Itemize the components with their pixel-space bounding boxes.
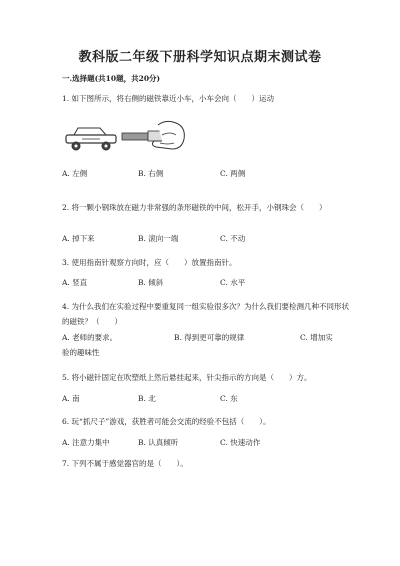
q1-option-a[interactable]: A. 左侧 bbox=[62, 169, 88, 178]
question-2: 2. 将一颗小钢珠放在磁力非常强的条形磁铁的中间，松开手，小钢珠会（ ） bbox=[62, 203, 327, 212]
q2-option-c[interactable]: C. 不动 bbox=[220, 234, 246, 243]
question-1: 1. 如下图所示，将右侧的磁铁靠近小车，小车会向（ ）运动 bbox=[62, 94, 275, 103]
question-4-options bbox=[62, 332, 362, 360]
question-6: 6. 玩“抓尺子”游戏，获胜者可能会交流的经验不包括（ ）。 bbox=[62, 417, 271, 426]
question-5: 5. 将小磁针固定在吹塑纸上然后悬挂起来，针尖指示的方向是（ ）方。 bbox=[62, 373, 312, 382]
q1-option-c[interactable]: C. 两侧 bbox=[220, 169, 246, 178]
question-6-options bbox=[62, 437, 362, 449]
q3-option-c[interactable]: C. 水平 bbox=[220, 278, 246, 287]
q6-option-a[interactable]: A. 注意力集中 bbox=[62, 438, 110, 447]
question-7: 7. 下列不属于感觉器官的是（ ）。 bbox=[62, 459, 188, 468]
q4-option-b[interactable]: B. 得到更可靠的规律 bbox=[174, 333, 245, 342]
q5-option-c[interactable]: C. 东 bbox=[220, 394, 238, 403]
toy-car-icon bbox=[66, 128, 116, 150]
question-3-options bbox=[62, 277, 362, 289]
question-1-options bbox=[62, 168, 362, 180]
section-heading: 一.选择题(共10题，共20分) bbox=[62, 74, 161, 83]
page-title: 教科版二年级下册科学知识点期末测试卷 bbox=[78, 50, 322, 65]
q5-option-a[interactable]: A. 南 bbox=[62, 394, 80, 403]
question-4: 4. 为什么我们在实验过程中要重复同一组实验很多次？为什么我们要检测几种不同形状的磁铁？（ ） bbox=[62, 302, 350, 326]
car-magnet-illustration bbox=[62, 113, 192, 158]
q6-option-b[interactable]: B. 认真倾听 bbox=[138, 438, 179, 447]
q2-option-a[interactable]: A. 掉下来 bbox=[62, 234, 95, 243]
q1-option-b[interactable]: B. 右侧 bbox=[138, 169, 164, 178]
question-2-options bbox=[62, 233, 362, 245]
q3-option-b[interactable]: B. 倾斜 bbox=[138, 278, 164, 287]
q4-option-c-continued: 验的趣味性 bbox=[62, 348, 100, 357]
q5-option-b[interactable]: B. 北 bbox=[138, 394, 156, 403]
question-3: 3. 使用指南针观察方向时，应（ ）放置指南针。 bbox=[62, 258, 237, 267]
question-5-options bbox=[62, 393, 362, 405]
q3-option-a[interactable]: A. 竖直 bbox=[62, 278, 88, 287]
q2-option-b[interactable]: B. 滚向一端 bbox=[138, 234, 179, 243]
q6-option-c[interactable]: C. 快速动作 bbox=[220, 438, 261, 447]
hand-magnet-icon bbox=[122, 121, 184, 149]
q4-option-a[interactable]: A. 老师的要求。 bbox=[62, 333, 118, 342]
q4-option-c[interactable]: C. 增加实 bbox=[300, 333, 333, 342]
